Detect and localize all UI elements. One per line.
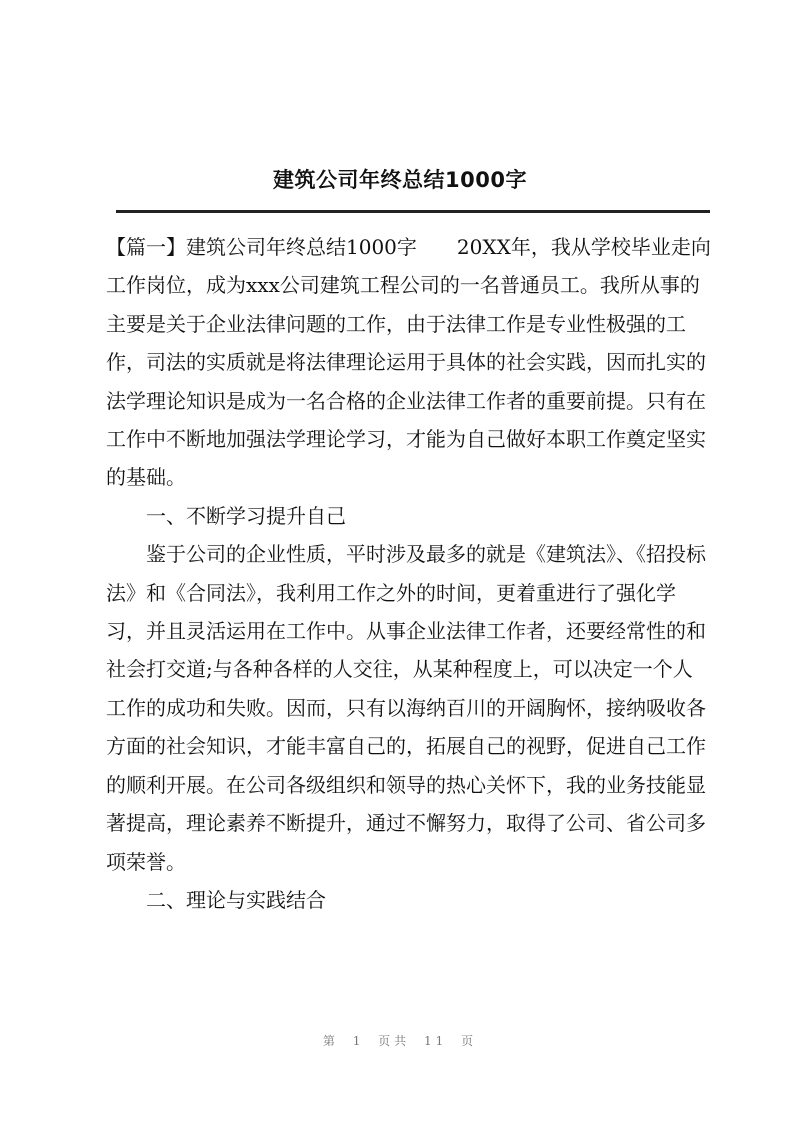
footer-middle: 页共: [378, 1034, 411, 1048]
intro-paragraph: 【篇一】建筑公司年终总结1000字 20XX年，我从学校毕业走向工作岗位，成为xxx公司建筑工程公司的一名普通员工。我所从事的主要是关于企业法律问题的工作，由于法律工作是专业性极强的工作，司法的实质就是将法律理论运用于具体的社会实践，因而扎实的法学理论知识是成为一名合格的企业法律工作者的重要前提。只有在工作中不断地加强法学理论学习，才能为自己做好本职工作奠定坚实的基础。: [106, 235, 711, 490]
section-heading-1: 一、不断学习提升自己: [146, 503, 346, 528]
title-divider: [116, 210, 710, 213]
section-paragraph-1: 鉴于公司的企业性质，平时涉及最多的就是《建筑法》、《招投标法》和《合同法》，我利用工作之外的时间，更着重进行了强化学习，并且灵活运用在工作中。从事企业法律工作者，还要经常性的和社会打交道;与各种各样的人交往，从某种程度上，可以决定一个人工作的成功和失败。因而，只有以海纳百川的开阔胸怀，接纳吸收各方面的社会知识，才能丰富自己的，拓展自己的视野，促进自己工作的顺利开展。在公司各级组织和领导的热心关怀下，我的业务技能显著提高，理论素养不断提升，通过不懈努力，取得了公司、省公司多项荣誉。: [106, 542, 706, 874]
footer-prefix: 第: [322, 1034, 339, 1048]
document-title: 建筑公司年终总结1000字: [273, 168, 527, 192]
footer-page-number: 1: [352, 1034, 365, 1048]
footer-total-pages: 11: [424, 1034, 448, 1048]
page-footer: [0, 1032, 800, 1049]
section-heading-2: 二、理论与实践结合: [146, 887, 326, 912]
document-body: [106, 228, 712, 919]
footer-suffix: 页: [461, 1034, 478, 1048]
